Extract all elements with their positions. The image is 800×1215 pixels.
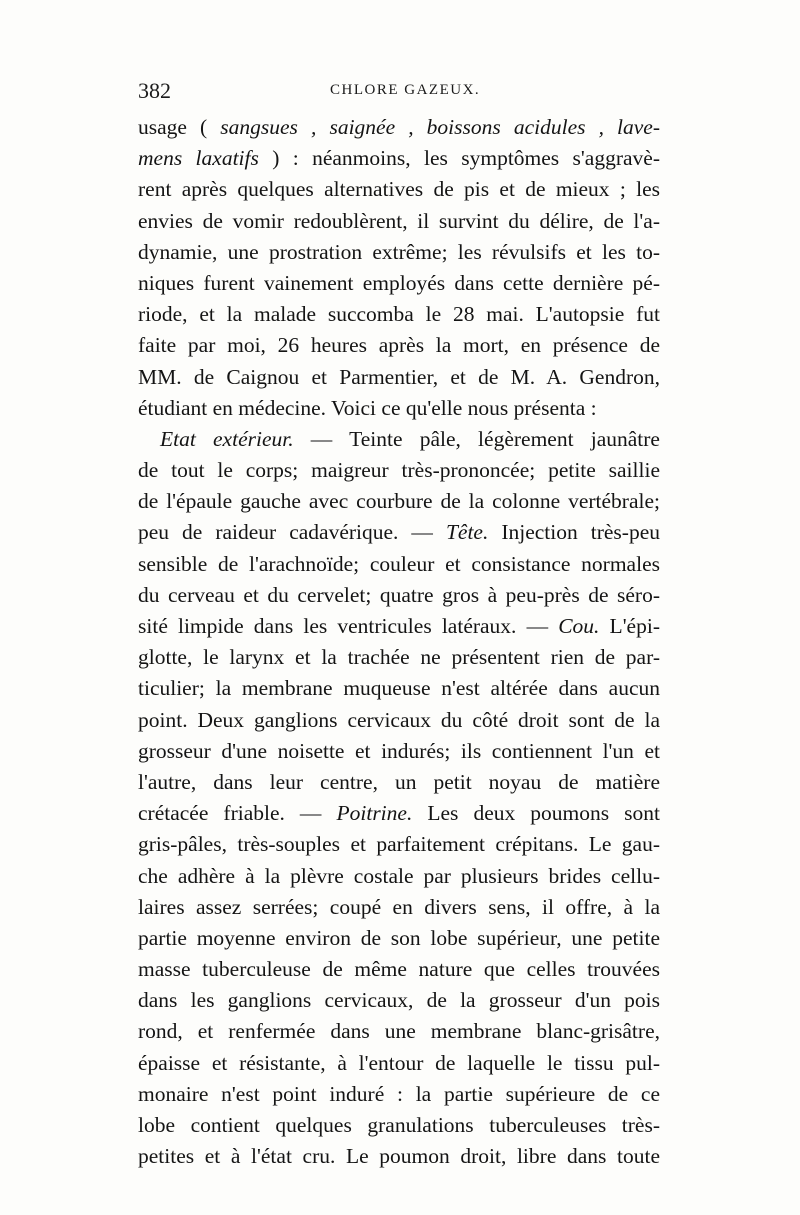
text-line xyxy=(138,580,660,611)
text-line xyxy=(138,455,660,486)
text-segment: che adhère à la plèvre costale par plusieurs brides cellu- xyxy=(138,863,660,888)
text-line xyxy=(138,985,660,1016)
text-line xyxy=(138,299,660,330)
text-line xyxy=(138,549,660,580)
text-segment: L'épi- xyxy=(599,614,660,638)
text-line xyxy=(138,206,660,237)
text-line xyxy=(138,1048,660,1079)
text-segment: grosseur d'une noisette et indurés; ils contiennent l'un et xyxy=(138,738,660,763)
text-segment: monaire n'est point induré : la partie supérieure de ce xyxy=(138,1081,660,1106)
text-line xyxy=(138,362,660,393)
text-segment: point. Deux ganglions cervicaux du côté droit sont de la xyxy=(138,707,660,732)
text-segment: étudiant en médecine. Voici ce qu'elle nous présenta : xyxy=(138,395,597,420)
text-segment: gris-pâles, très-souples et parfaitement crépitans. Le gau- xyxy=(138,832,660,857)
text-line xyxy=(138,174,660,205)
text-line xyxy=(138,923,660,954)
text-segment: masse tuberculeuse de même nature que celles trouvées xyxy=(138,957,660,982)
text-line xyxy=(138,237,660,268)
text-segment: ticulier; la membrane muqueuse n'est altérée dans aucun xyxy=(138,676,660,701)
text-segment: laires assez serrées; coupé en divers sens, il offre, à la xyxy=(138,894,660,919)
text-line xyxy=(138,330,660,361)
text-line xyxy=(138,1110,660,1141)
text-segment: crétacée friable. — xyxy=(138,801,337,826)
text-segment: riode, et la malade succomba le 28 mai. L'autopsie fut xyxy=(138,302,660,327)
text-segment: épaisse et résistante, à l'entour de laquelle le tissu pul- xyxy=(138,1050,660,1075)
text-line xyxy=(138,486,660,517)
text-line xyxy=(138,705,660,736)
text-line xyxy=(138,892,660,923)
text-segment: partie moyenne environ de son lobe supérieur, une petite xyxy=(138,925,660,950)
page-header xyxy=(138,78,668,106)
text-segment: usage ( xyxy=(138,115,221,139)
italic-segment: Cou. xyxy=(558,614,600,638)
text-line xyxy=(138,611,660,642)
text-segment: dans les ganglions cervicaux, de la grosseur d'un pois xyxy=(138,988,660,1013)
text-segment: niques furent vainement employés dans cette dernière pé- xyxy=(138,270,660,295)
italic-segment: Etat extérieur. xyxy=(160,426,294,451)
text-line xyxy=(138,767,660,798)
italic-segment: sangsues , saignée , boissons acidules , lave- xyxy=(220,115,660,139)
text-segment: rond, et renfermée dans une membrane blanc-grisâtre, xyxy=(138,1019,660,1044)
text-line xyxy=(138,861,660,892)
text-line xyxy=(138,1141,660,1172)
text-segment: peu de raideur cadavérique. — xyxy=(138,520,446,545)
text-segment: MM. de Caignou et Parmentier, et de M. A. Gendron, xyxy=(138,364,660,389)
text-line xyxy=(138,954,660,985)
text-line xyxy=(138,112,660,143)
text-segment: — Teinte pâle, légèrement jaunâtre xyxy=(293,426,660,451)
text-segment: du cerveau et du cervelet; quatre gros à peu-près de séro- xyxy=(138,582,660,607)
text-line xyxy=(138,736,660,767)
italic-segment: Poitrine. xyxy=(336,801,413,826)
text-segment: Les deux poumons sont xyxy=(412,801,660,826)
text-segment: Injection très-peu xyxy=(488,520,660,545)
text-segment: de l'épaule gauche avec courbure de la colonne vertébrale; xyxy=(138,489,660,514)
text-line xyxy=(138,673,660,704)
text-line xyxy=(138,798,660,829)
text-line xyxy=(138,642,660,673)
text-segment: sité limpide dans les ventricules latéraux. — xyxy=(138,614,559,638)
text-line xyxy=(138,268,660,299)
text-line xyxy=(138,1079,660,1110)
text-line xyxy=(138,143,660,174)
text-segment: l'autre, dans leur centre, un petit noyau de matière xyxy=(138,769,660,794)
text-segment: rent après quelques alternatives de pis et de mieux ; les xyxy=(138,177,660,202)
text-segment: sensible de l'arachnoïde; couleur et consistance normales xyxy=(138,551,660,576)
text-line xyxy=(138,829,660,860)
text-segment: lobe contient quelques granulations tuberculeuses très- xyxy=(138,1113,660,1137)
text-segment: envies de vomir redoublèrent, il survint du délire, de l'a- xyxy=(138,208,660,233)
text-line xyxy=(138,517,660,548)
text-segment: de tout le corps; maigreur très-prononcée; petite saillie xyxy=(138,458,660,483)
page-number: 382 xyxy=(138,78,171,103)
text-line xyxy=(138,393,660,424)
running-head: CHLORE GAZEUX. xyxy=(330,82,481,98)
text-segment: dynamie, une prostration extrême; les révulsifs et les to- xyxy=(138,239,660,264)
text-segment: glotte, le larynx et la trachée ne présentent rien de par- xyxy=(138,645,660,670)
text-line xyxy=(138,424,660,455)
text-segment: faite par moi, 26 heures après la mort, en présence de xyxy=(138,333,660,358)
text-segment: ) : néanmoins, les symptômes s'aggravè- xyxy=(258,146,660,171)
text-line xyxy=(138,1016,660,1047)
text-segment: petites et à l'état cru. Le poumon droit, libre dans toute xyxy=(138,1144,660,1169)
italic-segment: Tête. xyxy=(445,520,489,545)
italic-segment: mens laxatifs xyxy=(138,146,259,171)
body-text xyxy=(138,112,660,1172)
